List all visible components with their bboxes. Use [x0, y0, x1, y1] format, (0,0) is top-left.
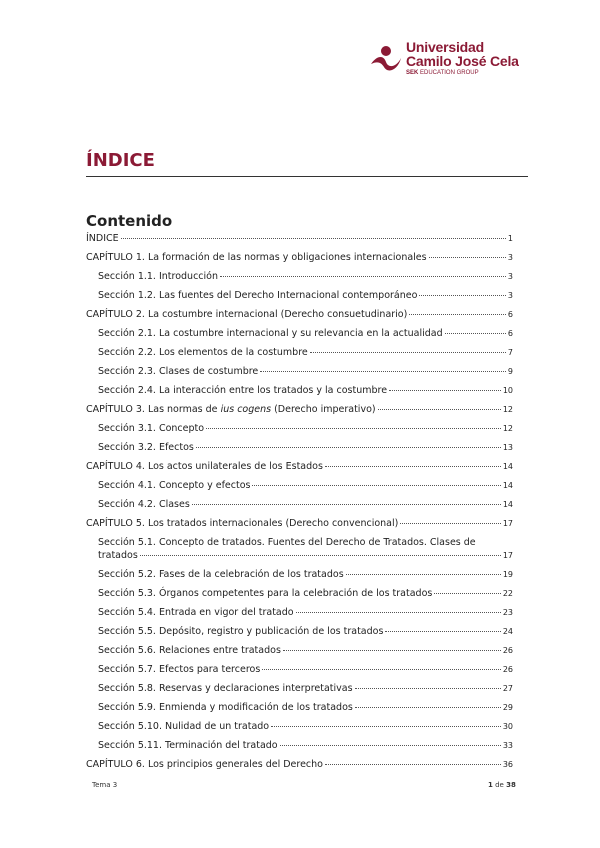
- toc-entry-title: Sección 5.3. Órganos competentes para la celebración de los tratados: [98, 588, 433, 599]
- toc-page-number: 22: [502, 589, 513, 598]
- toc-entry-title: Sección 5.5. Depósito, registro y publicación de los tratados: [98, 626, 384, 637]
- toc-leader-dots: [196, 447, 501, 448]
- toc-entry-section[interactable]: [86, 701, 513, 714]
- toc-entry-chapter[interactable]: [86, 460, 513, 473]
- page-title: ÍNDICE: [86, 150, 155, 171]
- toc-entry-title: CAPÍTULO 5. Los tratados internacionales (Derecho convencional): [86, 518, 399, 529]
- toc-page-number: 6: [507, 329, 513, 338]
- toc-page-number: 17: [502, 519, 513, 528]
- toc-leader-dots: [445, 333, 506, 334]
- toc-entry-section[interactable]: [86, 498, 513, 511]
- toc-entry-title-post: (Derecho imperativo): [271, 404, 376, 415]
- toc-page-number: 7: [507, 348, 513, 357]
- toc-entry-title: Sección 5.10. Nulidad de un tratado: [98, 721, 270, 732]
- toc-entry-title-pre: CAPÍTULO 3. Las normas de: [86, 404, 221, 415]
- toc-entry-chapter[interactable]: [86, 232, 513, 245]
- toc-leader-dots: [260, 371, 506, 372]
- toc-page-number: 9: [507, 367, 513, 376]
- toc-page-number: 12: [502, 424, 513, 433]
- university-logo-mark-icon: [370, 42, 402, 74]
- toc-entry-section[interactable]: [86, 346, 513, 359]
- university-logo-text: [406, 40, 519, 77]
- toc-entry-title: ÍNDICE: [86, 233, 119, 244]
- toc-entry-section[interactable]: [86, 270, 513, 283]
- toc-entry-title: Sección 2.1. La costumbre internacional y su relevancia en la actualidad: [98, 328, 443, 339]
- toc-page-number: 10: [502, 386, 513, 395]
- logo-line-1: Universidad: [406, 39, 484, 55]
- toc-entry-section[interactable]: [86, 720, 513, 733]
- toc-leader-dots: [429, 257, 506, 258]
- toc-page-number: 14: [502, 481, 513, 490]
- logo-line-3-rest: EDUCATION GROUP: [418, 70, 479, 76]
- toc-page-number: 3: [507, 272, 513, 281]
- toc-entry-title: CAPÍTULO 1. La formación de las normas y obligaciones internacionales: [86, 252, 427, 263]
- toc-leader-dots: [400, 523, 500, 524]
- toc-leader-dots: [325, 764, 501, 765]
- toc-entry-section[interactable]: [86, 479, 513, 492]
- toc-leader-dots: [346, 574, 501, 575]
- toc-entry-title-line-1: Sección 5.1. Concepto de tratados. Fuentes del Derecho de Tratados. Clases de: [98, 537, 476, 548]
- toc-page-number: 27: [502, 684, 513, 693]
- toc-entry-section[interactable]: [86, 644, 513, 657]
- toc-entry-chapter[interactable]: [86, 403, 513, 416]
- toc-page-number: 3: [507, 253, 513, 262]
- toc-page-number: 13: [502, 443, 513, 452]
- toc-entry-section[interactable]: [86, 568, 513, 581]
- toc-page-number: 12: [502, 405, 513, 414]
- toc-entry-title-line-2: tratados: [98, 550, 138, 561]
- toc-entry-title: CAPÍTULO 4. Los actos unilaterales de los Estados: [86, 461, 323, 472]
- footer-page-number: [488, 781, 516, 789]
- toc-page-number: 30: [502, 722, 513, 731]
- toc-page-number: 14: [502, 500, 513, 509]
- toc-leader-dots: [192, 504, 501, 505]
- toc-entry-title: Sección 4.1. Concepto y efectos: [98, 480, 251, 491]
- toc-leader-dots: [389, 390, 501, 391]
- toc-page-number: 6: [507, 310, 513, 319]
- toc-leader-dots: [355, 707, 501, 708]
- toc-leader-dots: [378, 409, 501, 410]
- toc-entry-chapter[interactable]: [86, 251, 513, 264]
- toc-leader-dots: [206, 428, 501, 429]
- toc-leader-dots: [419, 295, 506, 296]
- toc-entry-chapter[interactable]: [86, 758, 513, 771]
- toc-entry-title: Sección 5.2. Fases de la celebración de los tratados: [98, 569, 344, 580]
- toc-entry-title: [86, 403, 376, 416]
- toc-page-number: 23: [502, 608, 513, 617]
- toc-leader-dots: [385, 631, 500, 632]
- toc-entry-section[interactable]: [86, 365, 513, 378]
- toc-entry-tail: [98, 549, 513, 562]
- toc-entry-title: Sección 3.1. Concepto: [98, 423, 205, 434]
- toc-leader-dots: [220, 276, 506, 277]
- toc-leader-dots: [310, 352, 506, 353]
- toc-entry-section[interactable]: [86, 739, 513, 752]
- toc-heading: Contenido: [86, 212, 173, 230]
- toc-entry-section[interactable]: [86, 536, 513, 562]
- toc-entry-title: Sección 3.2. Efectos: [98, 442, 194, 453]
- toc-entry-section[interactable]: [86, 682, 513, 695]
- toc-page-number: 26: [502, 665, 513, 674]
- title-divider: [86, 176, 528, 177]
- toc-page-number: 14: [502, 462, 513, 471]
- toc-entry-section[interactable]: [86, 606, 513, 619]
- toc-leader-dots: [283, 650, 501, 651]
- toc-entry-title: Sección 5.6. Relaciones entre tratados: [98, 645, 281, 656]
- toc-entry-section[interactable]: [86, 422, 513, 435]
- toc-leader-dots: [296, 612, 501, 613]
- toc-leader-dots: [140, 555, 501, 556]
- toc-page-number: 17: [502, 551, 513, 560]
- footer-page-current: 1: [488, 781, 493, 789]
- toc-page-number: 33: [502, 741, 513, 750]
- toc-entry-chapter[interactable]: [86, 517, 513, 530]
- toc-entry-section[interactable]: [86, 384, 513, 397]
- toc-entry-section[interactable]: [86, 663, 513, 676]
- toc-entry-title: CAPÍTULO 6. Los principios generales del Derecho: [86, 759, 323, 770]
- toc-page-number: 36: [502, 760, 513, 769]
- toc-entry-section[interactable]: [86, 625, 513, 638]
- toc-entry-title: Sección 2.4. La interacción entre los tratados y la costumbre: [98, 385, 388, 396]
- toc-entry-title: Sección 2.2. Los elementos de la costumbre: [98, 347, 308, 358]
- toc-entry-title: Sección 4.2. Clases: [98, 499, 190, 510]
- toc-leader-dots: [121, 238, 506, 239]
- toc-entry-chapter[interactable]: [86, 308, 513, 321]
- toc-entry-section[interactable]: [86, 587, 513, 600]
- toc-entry-title-emphasis: ius cogens: [220, 404, 272, 415]
- toc-leader-dots: [355, 688, 501, 689]
- toc-leader-dots: [409, 314, 506, 315]
- toc-page-number: 19: [502, 570, 513, 579]
- toc-entry-title: Sección 5.11. Terminación del tratado: [98, 740, 278, 751]
- toc-entry-title: Sección 1.1. Introducción: [98, 271, 218, 282]
- logo-line-2: Camilo José Cela: [406, 53, 519, 69]
- toc-entry-title: Sección 2.3. Clases de costumbre: [98, 366, 259, 377]
- toc-entry-title: Sección 5.4. Entrada en vigor del tratado: [98, 607, 294, 618]
- toc-entry-title: Sección 5.8. Reservas y declaraciones interpretativas: [98, 683, 353, 694]
- toc-leader-dots: [280, 745, 501, 746]
- toc-entry-title: Sección 5.7. Efectos para terceros: [98, 664, 261, 675]
- toc-entry-section[interactable]: [86, 441, 513, 454]
- footer-topic: Tema 3: [92, 781, 118, 789]
- toc-entry-title: CAPÍTULO 2. La costumbre internacional (Derecho consuetudinario): [86, 309, 408, 320]
- toc-page-number: 3: [507, 291, 513, 300]
- toc-leader-dots: [252, 485, 500, 486]
- logo-line-3: [406, 69, 519, 77]
- footer-page-sep: de: [492, 781, 507, 789]
- toc-entry-title: Sección 5.9. Enmienda y modificación de los tratados: [98, 702, 353, 713]
- toc-leader-dots: [325, 466, 501, 467]
- toc-leader-dots: [262, 669, 501, 670]
- toc-page-number: 29: [502, 703, 513, 712]
- toc-leader-dots: [271, 726, 501, 727]
- table-of-contents: [86, 232, 513, 771]
- university-logo: [370, 40, 520, 80]
- toc-entry-section[interactable]: [86, 289, 513, 302]
- toc-page-number: 24: [502, 627, 513, 636]
- footer-page-total: 38: [506, 781, 516, 789]
- toc-entry-title: Sección 1.2. Las fuentes del Derecho Internacional contemporáneo: [98, 290, 418, 301]
- toc-leader-dots: [434, 593, 500, 594]
- toc-page-number: 26: [502, 646, 513, 655]
- toc-entry-section[interactable]: [86, 327, 513, 340]
- logo-line-3-bold: SEK: [406, 70, 419, 76]
- toc-page-number: 1: [507, 234, 513, 243]
